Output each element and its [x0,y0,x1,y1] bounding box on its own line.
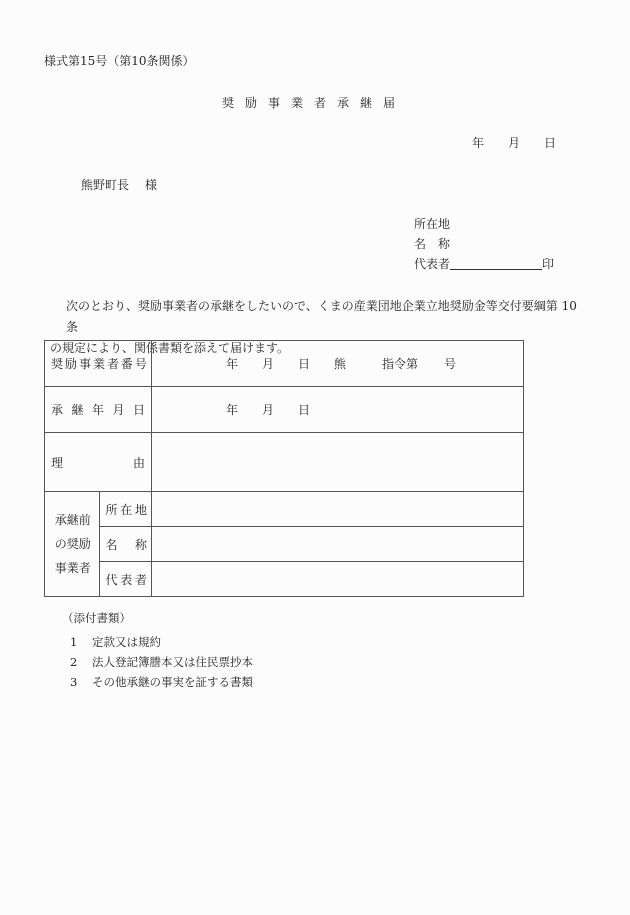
submission-date [472,134,556,151]
date-year: 年 [472,136,485,150]
label-predecessor-representative: 代 表 者 [99,562,151,597]
attachments-list [62,610,253,692]
applicant-address-label: 所在地 [414,217,451,231]
date-month: 月 [508,136,521,150]
addressee-name: 熊野町長 [81,178,130,192]
table-row-predecessor-address [45,492,524,527]
seal-mark: 印 [542,257,555,271]
business-number-field[interactable]: 年 月 日 熊 指令第 号 [152,341,524,387]
label-reason: 理 由 [45,433,152,492]
reason-field[interactable] [152,433,524,492]
table-row-predecessor-name [45,527,524,562]
date-day: 日 [544,136,557,150]
table-row-reason [45,433,524,492]
body-line-1: 次のとおり、奨励事業者の承継をしたいので、くまの産業団地企業立地奨励金等交付要綱第 10 条 [66,299,577,334]
succession-date-field[interactable]: 年 月 日 [152,387,524,433]
applicant-representative-row [414,254,554,274]
addressee [81,176,157,193]
table-row-predecessor-representative [45,562,524,597]
applicant-block [414,214,554,274]
predecessor-name-field[interactable] [152,527,524,562]
attachment-item: 2 法人登記簿謄本又は住民票抄本 [70,655,253,669]
label-predecessor-address: 所 在 地 [99,492,151,527]
attachment-item: 1 定款又は規約 [70,635,161,649]
predecessor-address-field[interactable] [152,492,524,527]
label-business-number: 奨 励 事 業 者 番 号 [45,341,152,387]
applicant-representative-label: 代表者 [414,257,451,271]
document-title: 奨励事業者承継届 [222,96,407,110]
label-succession-date: 承 継 年 月 日 [45,387,152,433]
form-number: 様式第15号（第10条関係） [44,54,195,68]
attachment-item: 3 その他承継の事実を証する書類 [70,675,253,689]
body-line-2: の規定により、関係書類を添えて届けます。 [50,341,290,355]
table-row-succession-date [45,387,524,433]
label-predecessor-name: 名 称 [99,527,151,562]
signature-line[interactable] [450,255,542,270]
predecessor-representative-field[interactable] [152,562,524,597]
applicant-name-label: 名 称 [414,237,451,251]
succession-form-table [44,340,524,597]
label-predecessor-group: 承継前 の奨励 事業者 [45,492,100,597]
attachments-heading: （添付書類） [62,611,131,625]
table-row-business-number [45,341,524,387]
addressee-honorific: 様 [145,178,158,192]
